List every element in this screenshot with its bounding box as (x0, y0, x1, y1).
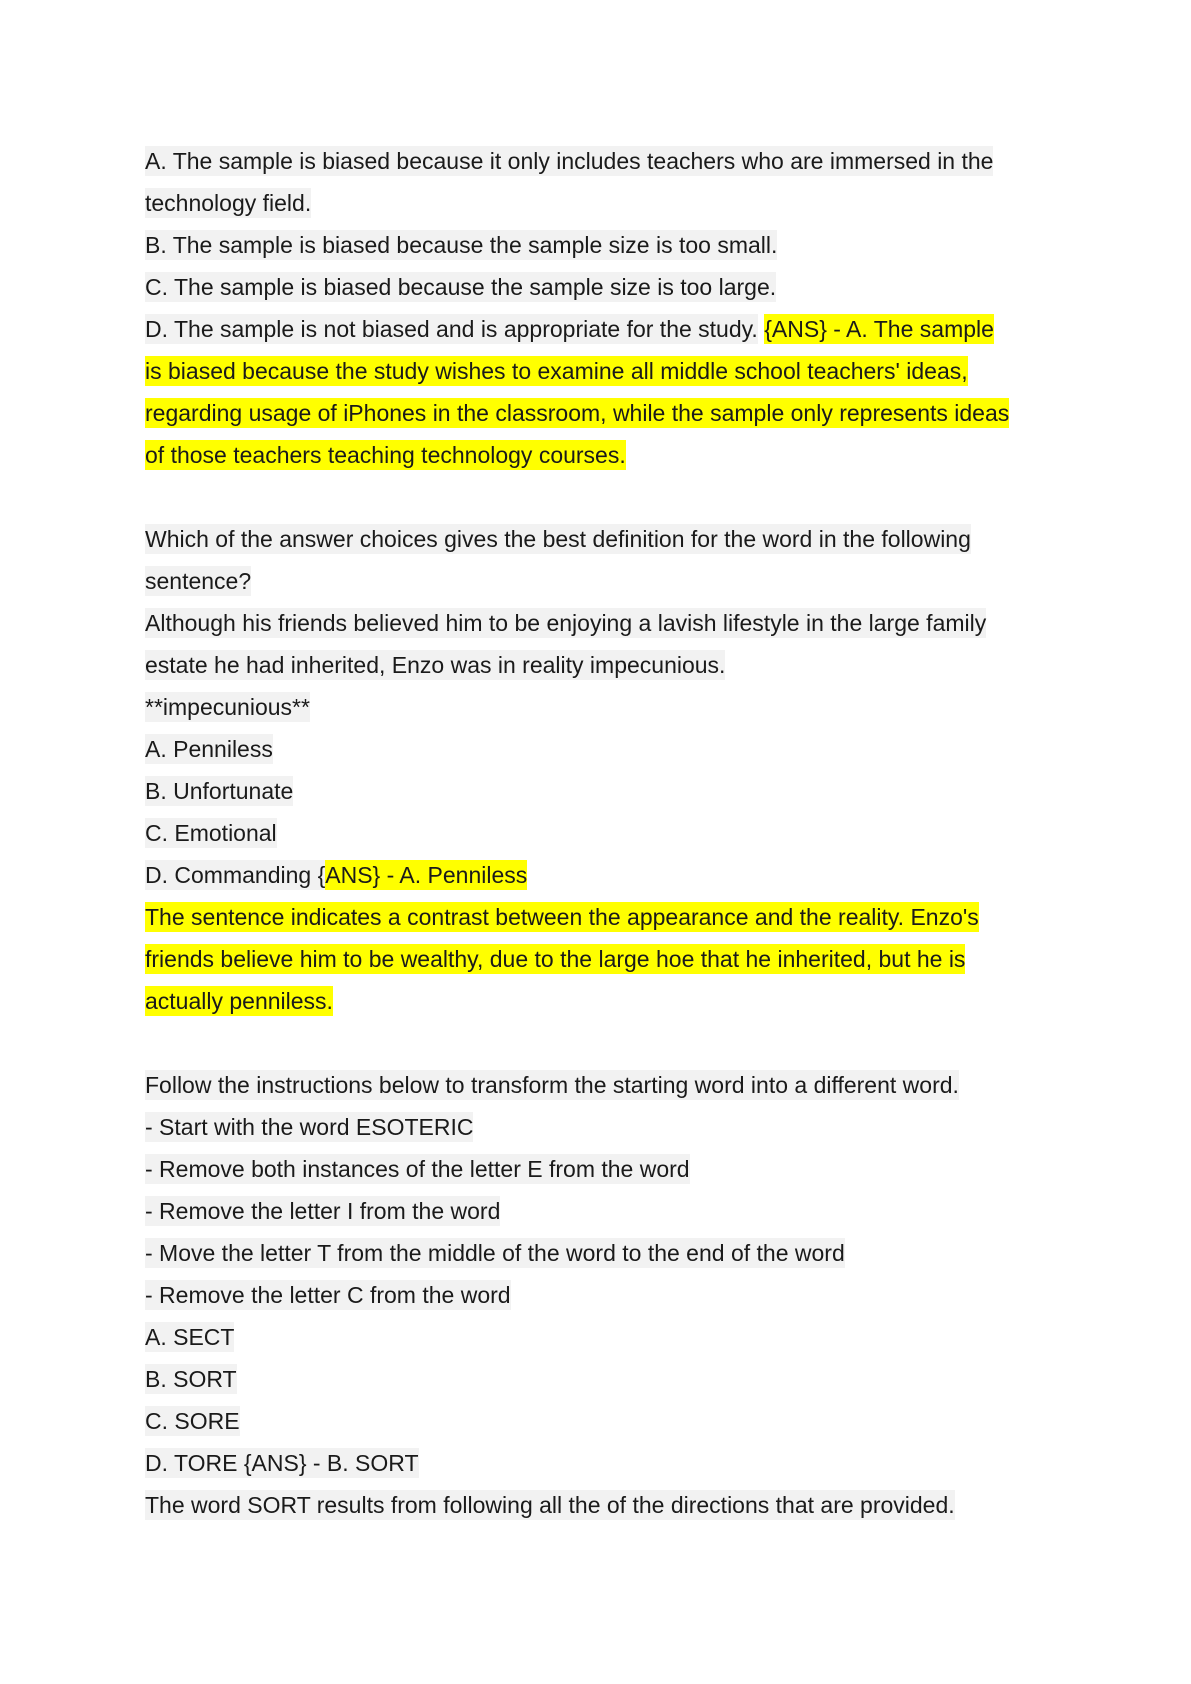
q3-step-3-text: - Remove the letter I from the word (145, 1198, 501, 1224)
q3-option-d (145, 1442, 1075, 1484)
q1-option-d (145, 308, 1075, 350)
q2-explanation-highlight-1: The sentence indicates a contrast between the appearance and the reality. Enzo's (145, 904, 979, 930)
q2-target-word-text: **impecunious** (145, 694, 310, 720)
q2-option-a (145, 728, 1075, 770)
q3-option-a-text: A. SECT (145, 1324, 235, 1350)
q2-explanation-line3 (145, 980, 1075, 1022)
q3-step-5-text: - Remove the letter C from the word (145, 1282, 511, 1308)
q1-option-d-text: D. The sample is not biased and is appropriate for the study. (145, 316, 758, 342)
q3-step-1-text: - Start with the word ESOTERIC (145, 1114, 474, 1140)
q2-prompt-line1 (145, 518, 1075, 560)
q2-sentence-text2: estate he had inherited, Enzo was in reality impecunious. (145, 652, 726, 678)
q2-prompt-text2: sentence? (145, 568, 252, 594)
q3-option-b (145, 1358, 1075, 1400)
q3-option-b-text: B. SORT (145, 1366, 237, 1392)
q3-step-3 (145, 1190, 1075, 1232)
q1-option-a-line2 (145, 182, 1075, 224)
q2-prompt-line2 (145, 560, 1075, 602)
document-content (145, 140, 1075, 1526)
q1-answer-line4 (145, 434, 1075, 476)
q3-option-c (145, 1400, 1075, 1442)
q3-step-4 (145, 1232, 1075, 1274)
q1-option-b-text: B. The sample is biased because the sample size is too small. (145, 232, 778, 258)
q2-option-a-text: A. Penniless (145, 736, 273, 762)
q2-explanation-line2 (145, 938, 1075, 980)
q1-option-a-text1: A. The sample is biased because it only includes teachers who are immersed in the (145, 148, 994, 174)
q3-option-d-text: D. TORE {ANS} - B. SORT (145, 1450, 419, 1476)
q1-option-b (145, 224, 1075, 266)
q2-option-d (145, 854, 1075, 896)
q2-explanation-highlight-2: friends believe him to be wealthy, due to the large hoe that he inherited, but he is (145, 946, 966, 972)
q2-option-c-text: C. Emotional (145, 820, 277, 846)
q2-answer-highlight: ANS} - A. Penniless (325, 862, 528, 888)
q2-target-word (145, 686, 1075, 728)
q1-answer-line3 (145, 392, 1075, 434)
q1-answer-highlight-4: of those teachers teaching technology courses. (145, 442, 626, 468)
q2-prompt-text1: Which of the answer choices gives the best definition for the word in the following (145, 526, 971, 552)
q2-option-b (145, 770, 1075, 812)
q2-sentence-text1: Although his friends believed him to be enjoying a lavish lifestyle in the large family (145, 610, 987, 636)
section-gap (145, 1022, 1075, 1064)
q1-answer-highlight-2: is biased because the study wishes to examine all middle school teachers' ideas, (145, 358, 968, 384)
q1-option-a-line1 (145, 140, 1075, 182)
q2-option-c (145, 812, 1075, 854)
q3-instructions-text: Follow the instructions below to transform the starting word into a different word. (145, 1072, 959, 1098)
q1-option-c-text: C. The sample is biased because the sample size is too large. (145, 274, 777, 300)
q1-option-c (145, 266, 1075, 308)
q2-sentence-line1 (145, 602, 1075, 644)
q2-explanation-line1 (145, 896, 1075, 938)
q2-option-b-text: B. Unfortunate (145, 778, 294, 804)
q3-step-2 (145, 1148, 1075, 1190)
q1-answer-line2 (145, 350, 1075, 392)
q3-step-2-text: - Remove both instances of the letter E from the word (145, 1156, 690, 1182)
q3-instructions (145, 1064, 1075, 1106)
section-gap (145, 476, 1075, 518)
q3-option-a (145, 1316, 1075, 1358)
q3-step-4-text: - Move the letter T from the middle of the word to the end of the word (145, 1240, 845, 1266)
q3-option-c-text: C. SORE (145, 1408, 240, 1434)
q1-option-a-text2: technology field. (145, 190, 312, 216)
q3-step-5 (145, 1274, 1075, 1316)
q3-step-1 (145, 1106, 1075, 1148)
q3-explanation (145, 1484, 1075, 1526)
q1-answer-highlight-1: {ANS} - A. The sample (764, 316, 994, 342)
q2-explanation-highlight-3: actually penniless. (145, 988, 333, 1014)
q3-explanation-text: The word SORT results from following all the of the directions that are provided. (145, 1492, 955, 1518)
q2-option-d-text: D. Commanding { (145, 862, 326, 888)
q1-answer-highlight-3: regarding usage of iPhones in the classroom, while the sample only represents ideas (145, 400, 1010, 426)
q2-sentence-line2 (145, 644, 1075, 686)
